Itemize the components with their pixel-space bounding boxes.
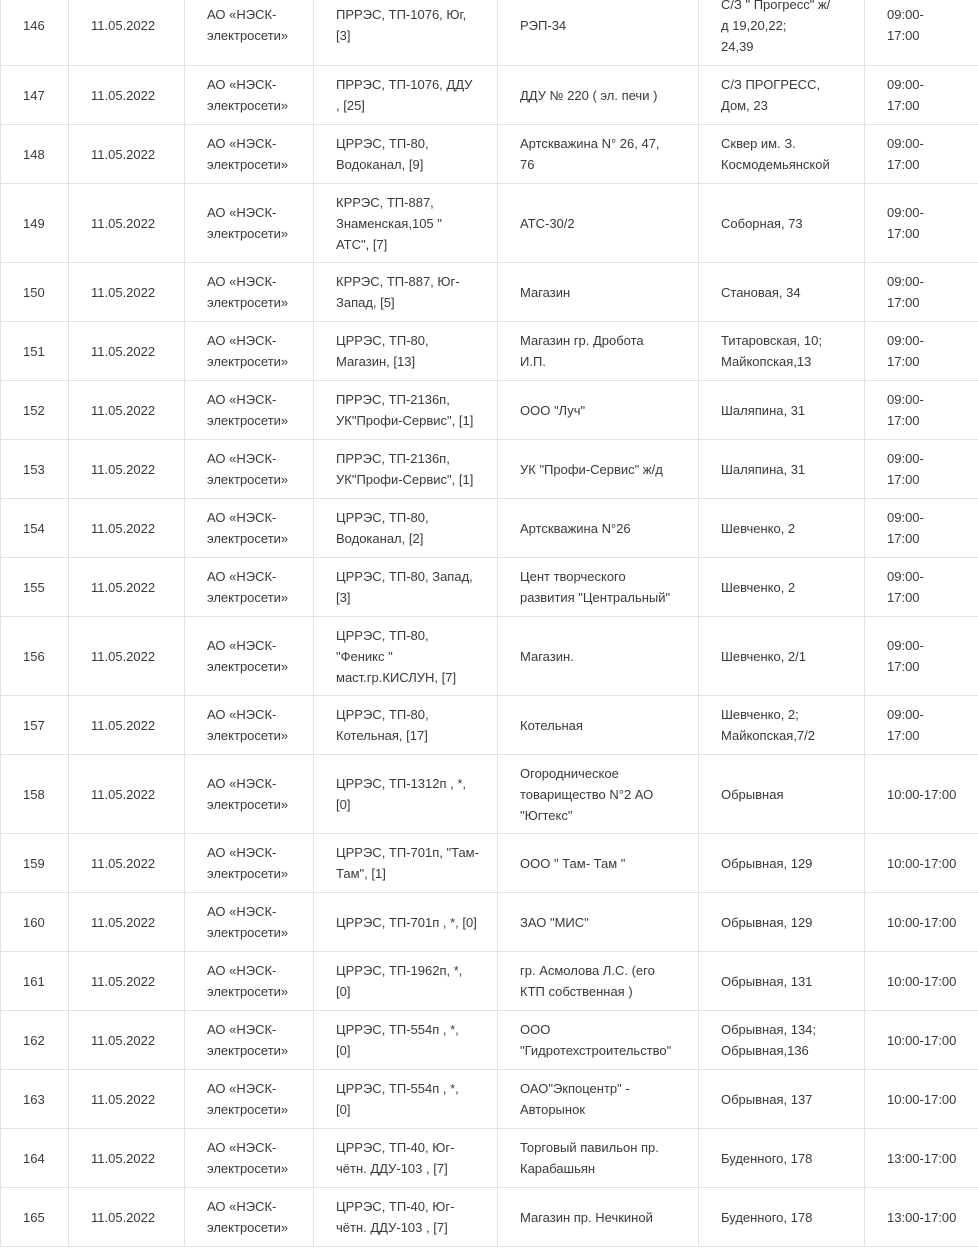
row-consumer: гр. Асмолова Л.С. (его КТП собственная ) (498, 952, 699, 1011)
row-object: ЦРРЭС, ТП-1962п, *, [0] (314, 952, 498, 1011)
table-row (1, 1129, 978, 1188)
row-number: 161 (1, 952, 69, 1011)
row-organization: АО «НЭСК- электросети» (185, 1070, 314, 1129)
table-row (1, 184, 978, 263)
row-address: Обрывная (699, 755, 865, 834)
table-row (1, 617, 978, 696)
row-date: 11.05.2022 (69, 322, 185, 381)
row-consumer: Цент творческого развития "Центральный" (498, 558, 699, 617)
row-number: 156 (1, 617, 69, 696)
table-row (1, 66, 978, 125)
row-time: 10:00-17:00 (865, 834, 978, 893)
row-organization: АО «НЭСК- электросети» (185, 1011, 314, 1070)
row-number: 157 (1, 696, 69, 755)
row-consumer: ЗАО "МИС" (498, 893, 699, 952)
row-consumer: ООО " Там- Там " (498, 834, 699, 893)
row-object: ПРРЭС, ТП-1076, Юг, [3] (314, 0, 498, 66)
table-row (1, 1188, 978, 1247)
row-organization: АО «НЭСК- электросети» (185, 263, 314, 322)
row-number: 150 (1, 263, 69, 322)
row-time: 09:00- 17:00 (865, 558, 978, 617)
row-time: 10:00-17:00 (865, 952, 978, 1011)
row-date: 11.05.2022 (69, 1070, 185, 1129)
table-row (1, 0, 978, 66)
table-row (1, 696, 978, 755)
table-row (1, 440, 978, 499)
row-organization: АО «НЭСК- электросети» (185, 322, 314, 381)
row-number: 159 (1, 834, 69, 893)
row-organization: АО «НЭСК- электросети» (185, 66, 314, 125)
row-number: 147 (1, 66, 69, 125)
row-number: 154 (1, 499, 69, 558)
row-time: 09:00- 17:00 (865, 184, 978, 263)
row-address: Обрывная, 131 (699, 952, 865, 1011)
row-consumer: Магазин пр. Нечкиной (498, 1188, 699, 1247)
row-object: ПРРЭС, ТП-1076, ДДУ , [25] (314, 66, 498, 125)
row-date: 11.05.2022 (69, 1188, 185, 1247)
row-time: 09:00- 17:00 (865, 263, 978, 322)
row-address: Шевченко, 2; Майкопская,7/2 (699, 696, 865, 755)
row-address: Обрывная, 137 (699, 1070, 865, 1129)
row-date: 11.05.2022 (69, 499, 185, 558)
row-time: 10:00-17:00 (865, 1011, 978, 1070)
row-time: 13:00-17:00 (865, 1129, 978, 1188)
row-number: 160 (1, 893, 69, 952)
row-number: 155 (1, 558, 69, 617)
row-address: Обрывная, 134; Обрывная,136 (699, 1011, 865, 1070)
row-time: 13:00-17:00 (865, 1188, 978, 1247)
row-date: 11.05.2022 (69, 755, 185, 834)
row-consumer: Артскважина N°26 (498, 499, 699, 558)
table-row (1, 499, 978, 558)
row-date: 11.05.2022 (69, 263, 185, 322)
row-number: 153 (1, 440, 69, 499)
row-organization: АО «НЭСК- электросети» (185, 834, 314, 893)
row-date: 11.05.2022 (69, 952, 185, 1011)
row-object: ЦРРЭС, ТП-554п , *, [0] (314, 1011, 498, 1070)
row-consumer: РЭП-34 (498, 0, 699, 66)
table-row (1, 558, 978, 617)
row-time: 09:00- 17:00 (865, 322, 978, 381)
row-consumer: Артскважина N° 26, 47, 76 (498, 125, 699, 184)
row-consumer: ОАО"Экпоцентр" - Авторынок (498, 1070, 699, 1129)
row-object: ЦРРЭС, ТП-80, Запад, [3] (314, 558, 498, 617)
table-row (1, 755, 978, 834)
row-date: 11.05.2022 (69, 0, 185, 66)
row-address: Буденного, 178 (699, 1188, 865, 1247)
row-address: Становая, 34 (699, 263, 865, 322)
row-address: Шевченко, 2 (699, 499, 865, 558)
row-time: 09:00- 17:00 (865, 125, 978, 184)
table-row (1, 263, 978, 322)
row-object: ЦРРЭС, ТП-554п , *, [0] (314, 1070, 498, 1129)
table-row (1, 125, 978, 184)
table-row (1, 1070, 978, 1129)
row-time: 09:00- 17:00 (865, 381, 978, 440)
row-number: 158 (1, 755, 69, 834)
table-row (1, 381, 978, 440)
row-object: ЦРРЭС, ТП-80, Магазин, [13] (314, 322, 498, 381)
row-date: 11.05.2022 (69, 66, 185, 125)
row-address: С/З ПРОГРЕСС, Дом, 23 (699, 66, 865, 125)
row-address: Шаляпина, 31 (699, 440, 865, 499)
row-address: Обрывная, 129 (699, 893, 865, 952)
row-consumer: Огородническое товарищество N°2 АО "Югтекс" (498, 755, 699, 834)
row-number: 152 (1, 381, 69, 440)
row-address: Шевченко, 2 (699, 558, 865, 617)
row-object: ЦРРЭС, ТП-40, Юг- чётн. ДДУ-103 , [7] (314, 1188, 498, 1247)
row-organization: АО «НЭСК- электросети» (185, 381, 314, 440)
row-organization: АО «НЭСК- электросети» (185, 617, 314, 696)
row-date: 11.05.2022 (69, 1129, 185, 1188)
row-address: Сквер им. З. Космодемьянской (699, 125, 865, 184)
row-object: ЦРРЭС, ТП-701п , *, [0] (314, 893, 498, 952)
row-object: ПРРЭС, ТП-2136п, УК"Профи-Сервис", [1] (314, 381, 498, 440)
row-organization: АО «НЭСК- электросети» (185, 184, 314, 263)
row-number: 165 (1, 1188, 69, 1247)
row-object: ЦРРЭС, ТП-80, Котельная, [17] (314, 696, 498, 755)
row-number: 148 (1, 125, 69, 184)
row-object: КРРЭС, ТП-887, Юг- Запад, [5] (314, 263, 498, 322)
row-organization: АО «НЭСК- электросети» (185, 0, 314, 66)
row-organization: АО «НЭСК- электросети» (185, 893, 314, 952)
row-date: 11.05.2022 (69, 184, 185, 263)
row-address: Соборная, 73 (699, 184, 865, 263)
row-object: ЦРРЭС, ТП-701п, "Там- Там", [1] (314, 834, 498, 893)
table-body (1, 0, 978, 1247)
row-address: Обрывная, 129 (699, 834, 865, 893)
row-organization: АО «НЭСК- электросети» (185, 558, 314, 617)
row-number: 164 (1, 1129, 69, 1188)
row-object: ЦРРЭС, ТП-1312п , *, [0] (314, 755, 498, 834)
table-row (1, 322, 978, 381)
table-row (1, 952, 978, 1011)
row-date: 11.05.2022 (69, 125, 185, 184)
row-consumer: Магазин. (498, 617, 699, 696)
row-time: 09:00- 17:00 (865, 499, 978, 558)
row-consumer: Магазин гр. Дробота И.П. (498, 322, 699, 381)
row-object: КРРЭС, ТП-887, Знаменская,105 " АТС", [7] (314, 184, 498, 263)
row-date: 11.05.2022 (69, 558, 185, 617)
row-address: Шаляпина, 31 (699, 381, 865, 440)
row-consumer: УК "Профи-Сервис" ж/д (498, 440, 699, 499)
row-organization: АО «НЭСК- электросети» (185, 125, 314, 184)
row-object: ЦРРЭС, ТП-40, Юг- чётн. ДДУ-103 , [7] (314, 1129, 498, 1188)
row-number: 163 (1, 1070, 69, 1129)
row-object: ПРРЭС, ТП-2136п, УК"Профи-Сервис", [1] (314, 440, 498, 499)
row-number: 149 (1, 184, 69, 263)
row-date: 11.05.2022 (69, 381, 185, 440)
row-organization: АО «НЭСК- электросети» (185, 755, 314, 834)
row-organization: АО «НЭСК- электросети» (185, 1129, 314, 1188)
row-time: 09:00- 17:00 (865, 0, 978, 66)
row-consumer: ДДУ № 220 ( эл. печи ) (498, 66, 699, 125)
row-date: 11.05.2022 (69, 893, 185, 952)
row-time: 09:00- 17:00 (865, 440, 978, 499)
row-object: ЦРРЭС, ТП-80, Водоканал, [2] (314, 499, 498, 558)
row-consumer: ООО "Гидротехстроительство" (498, 1011, 699, 1070)
row-number: 162 (1, 1011, 69, 1070)
row-organization: АО «НЭСК- электросети» (185, 1188, 314, 1247)
row-object: ЦРРЭС, ТП-80, Водоканал, [9] (314, 125, 498, 184)
row-organization: АО «НЭСК- электросети» (185, 696, 314, 755)
row-number: 151 (1, 322, 69, 381)
row-number: 146 (1, 0, 69, 66)
row-consumer: ООО "Луч" (498, 381, 699, 440)
row-date: 11.05.2022 (69, 617, 185, 696)
row-consumer: Котельная (498, 696, 699, 755)
row-consumer: Торговый павильон пр. Карабашьян (498, 1129, 699, 1188)
row-time: 10:00-17:00 (865, 1070, 978, 1129)
table-row (1, 1011, 978, 1070)
row-object: ЦРРЭС, ТП-80, "Феникс " маст.гр.КИСЛУН, [7] (314, 617, 498, 696)
table-row (1, 834, 978, 893)
row-time: 09:00- 17:00 (865, 696, 978, 755)
table-row (1, 893, 978, 952)
row-time: 09:00- 17:00 (865, 66, 978, 125)
row-consumer: Магазин (498, 263, 699, 322)
row-date: 11.05.2022 (69, 440, 185, 499)
row-address: Буденного, 178 (699, 1129, 865, 1188)
row-organization: АО «НЭСК- электросети» (185, 952, 314, 1011)
row-address: Титаровская, 10; Майкопская,13 (699, 322, 865, 381)
row-organization: АО «НЭСК- электросети» (185, 440, 314, 499)
row-address: С/З " Прогресс" ж/ д 19,20,22; 24,39 (699, 0, 865, 66)
row-date: 11.05.2022 (69, 834, 185, 893)
row-date: 11.05.2022 (69, 1011, 185, 1070)
row-address: Шевченко, 2/1 (699, 617, 865, 696)
row-time: 10:00-17:00 (865, 755, 978, 834)
row-consumer: АТС-30/2 (498, 184, 699, 263)
row-time: 10:00-17:00 (865, 893, 978, 952)
row-date: 11.05.2022 (69, 696, 185, 755)
row-time: 09:00- 17:00 (865, 617, 978, 696)
row-organization: АО «НЭСК- электросети» (185, 499, 314, 558)
